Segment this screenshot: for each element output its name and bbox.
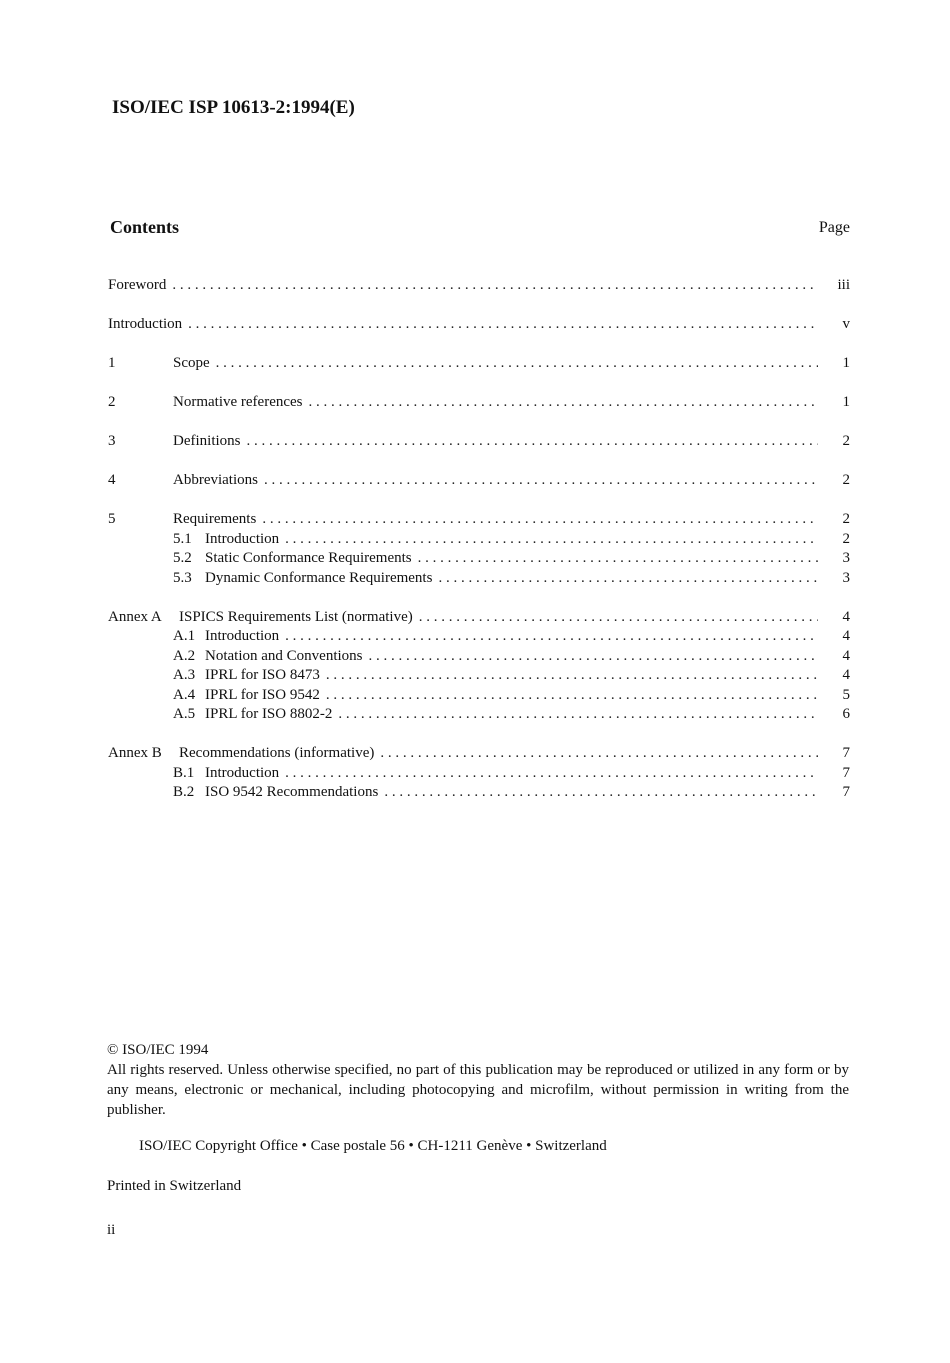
toc-entry-title: Abbreviations	[173, 472, 258, 488]
toc-entry-page: 7	[842, 764, 850, 781]
toc-entry-number: Annex B	[108, 745, 162, 761]
toc-entry-page: 7	[842, 745, 850, 761]
toc-entry-5-1-introduction[interactable]	[108, 530, 850, 550]
toc-entry-b-2-recommendations[interactable]	[108, 783, 850, 803]
dot-leader	[285, 530, 818, 550]
toc-entry-page: 3	[842, 550, 850, 566]
toc-entry-page: 4	[842, 667, 850, 683]
toc-entry-5-3-dynamic-conformance[interactable]	[108, 569, 850, 589]
toc-entry-title: Requirements	[173, 511, 257, 527]
toc-entry-number: Annex A	[108, 608, 162, 625]
dot-leader	[380, 744, 818, 764]
dot-leader	[285, 627, 818, 647]
dot-leader	[384, 783, 818, 803]
toc-entry-title: Foreword	[108, 277, 167, 293]
toc-entry-title: IPRL for ISO 8802-2	[205, 706, 333, 722]
toc-entry-page: 3	[842, 569, 850, 586]
toc-entry-number: 1	[108, 355, 116, 371]
toc-entry-title: Introduction	[205, 764, 280, 781]
toc-entry-foreword[interactable]	[108, 276, 850, 296]
toc-entry-normative-references[interactable]	[108, 393, 850, 413]
dot-leader	[369, 647, 819, 667]
dot-leader	[326, 686, 818, 706]
toc-entry-page: 6	[842, 706, 850, 722]
toc-entry-title: IPRL for ISO 8473	[205, 667, 320, 683]
toc-entry-page: 2	[842, 433, 850, 449]
dot-leader	[438, 569, 818, 589]
toc-entry-page: 2	[842, 511, 850, 527]
dot-leader	[188, 315, 818, 335]
page-number: ii	[107, 1222, 116, 1238]
toc-entry-title: IPRL for ISO 9542	[205, 686, 320, 703]
toc-entry-number: B.2	[173, 784, 195, 800]
toc-entry-title: Normative references	[173, 394, 303, 410]
toc-entry-definitions[interactable]	[108, 432, 850, 452]
toc-entry-page: 4	[842, 628, 850, 644]
toc-entry-title: Introduction	[205, 530, 280, 547]
toc-entry-title: Notation and Conventions	[205, 647, 363, 664]
toc-entry-a-2-notation[interactable]	[108, 647, 850, 667]
toc-entry-number: 5.2	[173, 550, 192, 566]
toc-entry-number: 5	[108, 511, 116, 527]
toc-entry-page: 2	[842, 472, 850, 488]
toc-entry-title: Static Conformance Requirements	[205, 550, 412, 566]
toc-entry-5-2-static-conformance[interactable]	[108, 549, 850, 569]
copyright-notice	[107, 1040, 849, 1120]
toc-entry-page: v	[842, 316, 850, 332]
toc-entry-number: A.2	[173, 647, 196, 664]
toc-entry-introduction[interactable]	[108, 315, 850, 335]
toc-entry-scope[interactable]	[108, 354, 850, 374]
toc-entry-a-3-iprl-8473[interactable]	[108, 666, 850, 686]
toc-entry-number: A.4	[173, 686, 196, 703]
toc-entry-number: 4	[108, 472, 116, 488]
page-column-label: Page	[818, 219, 850, 236]
toc-entry-title: Definitions	[173, 433, 241, 449]
toc-entry-number: A.3	[173, 667, 196, 683]
toc-entry-annex-b[interactable]	[108, 744, 850, 764]
toc-entry-page: 4	[842, 608, 850, 625]
toc-entry-requirements[interactable]	[108, 510, 850, 530]
toc-entry-number: B.1	[173, 764, 195, 781]
dot-leader	[285, 764, 818, 784]
toc-entry-title: Introduction	[108, 316, 183, 332]
dot-leader	[418, 549, 818, 569]
toc-entry-number: 5.1	[173, 530, 192, 547]
toc-entry-page: 5	[842, 686, 850, 703]
dot-leader	[338, 705, 818, 725]
dot-leader	[172, 276, 818, 296]
toc-entry-b-1-introduction[interactable]	[108, 764, 850, 784]
dot-leader	[419, 608, 818, 628]
toc-entry-title: Scope	[173, 355, 210, 371]
toc-entry-page: 2	[842, 530, 850, 547]
toc-entry-title: Dynamic Conformance Requirements	[205, 569, 433, 586]
dot-leader	[326, 666, 818, 686]
dot-leader	[264, 471, 818, 491]
toc-entry-number: A.5	[173, 706, 196, 722]
dot-leader	[309, 393, 818, 413]
toc-entry-number: 2	[108, 394, 116, 410]
dot-leader	[247, 432, 819, 452]
toc-entry-page: 4	[842, 647, 850, 664]
toc-entry-title: ISO 9542 Recommendations	[205, 784, 379, 800]
toc-entry-page: iii	[837, 277, 850, 293]
toc-entry-number: 5.3	[173, 569, 192, 586]
document-id-header: ISO/IEC ISP 10613-2:1994(E)	[112, 97, 355, 118]
contents-heading-row	[110, 217, 850, 241]
toc-entry-number: 3	[108, 433, 116, 449]
toc-entry-abbreviations[interactable]	[108, 471, 850, 491]
toc-entry-a-4-iprl-9542[interactable]	[108, 686, 850, 706]
toc-entry-annex-a[interactable]	[108, 608, 850, 628]
printed-in-note: Printed in Switzerland	[107, 1178, 242, 1194]
copyright-office-address: ISO/IEC Copyright Office • Case postale 56 • CH-1211 Genève • Switzerland	[139, 1138, 607, 1154]
toc-entry-page: 1	[842, 394, 850, 410]
toc-entry-number: A.1	[173, 628, 196, 644]
copyright-line: © ISO/IEC 1994	[107, 1042, 209, 1058]
toc-entry-a-5-iprl-8802-2[interactable]	[108, 705, 850, 725]
toc-entry-page: 7	[842, 784, 850, 800]
contents-title: Contents	[110, 217, 180, 237]
toc-entry-title: Recommendations (informative)	[179, 745, 375, 761]
toc-entry-a-1-introduction[interactable]	[108, 627, 850, 647]
toc-entry-title: Introduction	[205, 628, 280, 644]
dot-leader	[262, 510, 818, 530]
table-of-contents	[108, 276, 850, 803]
toc-entry-title: ISPICS Requirements List (normative)	[179, 608, 413, 625]
toc-entry-page: 1	[842, 355, 850, 371]
dot-leader	[216, 354, 818, 374]
rights-statement: All rights reserved. Unless otherwise specified, no part of this publication may be reproduced or utilized in any form or by any means, electronic or mechanical, including photocopying and microfilm, without permission in writing from the publisher.	[107, 1062, 849, 1118]
